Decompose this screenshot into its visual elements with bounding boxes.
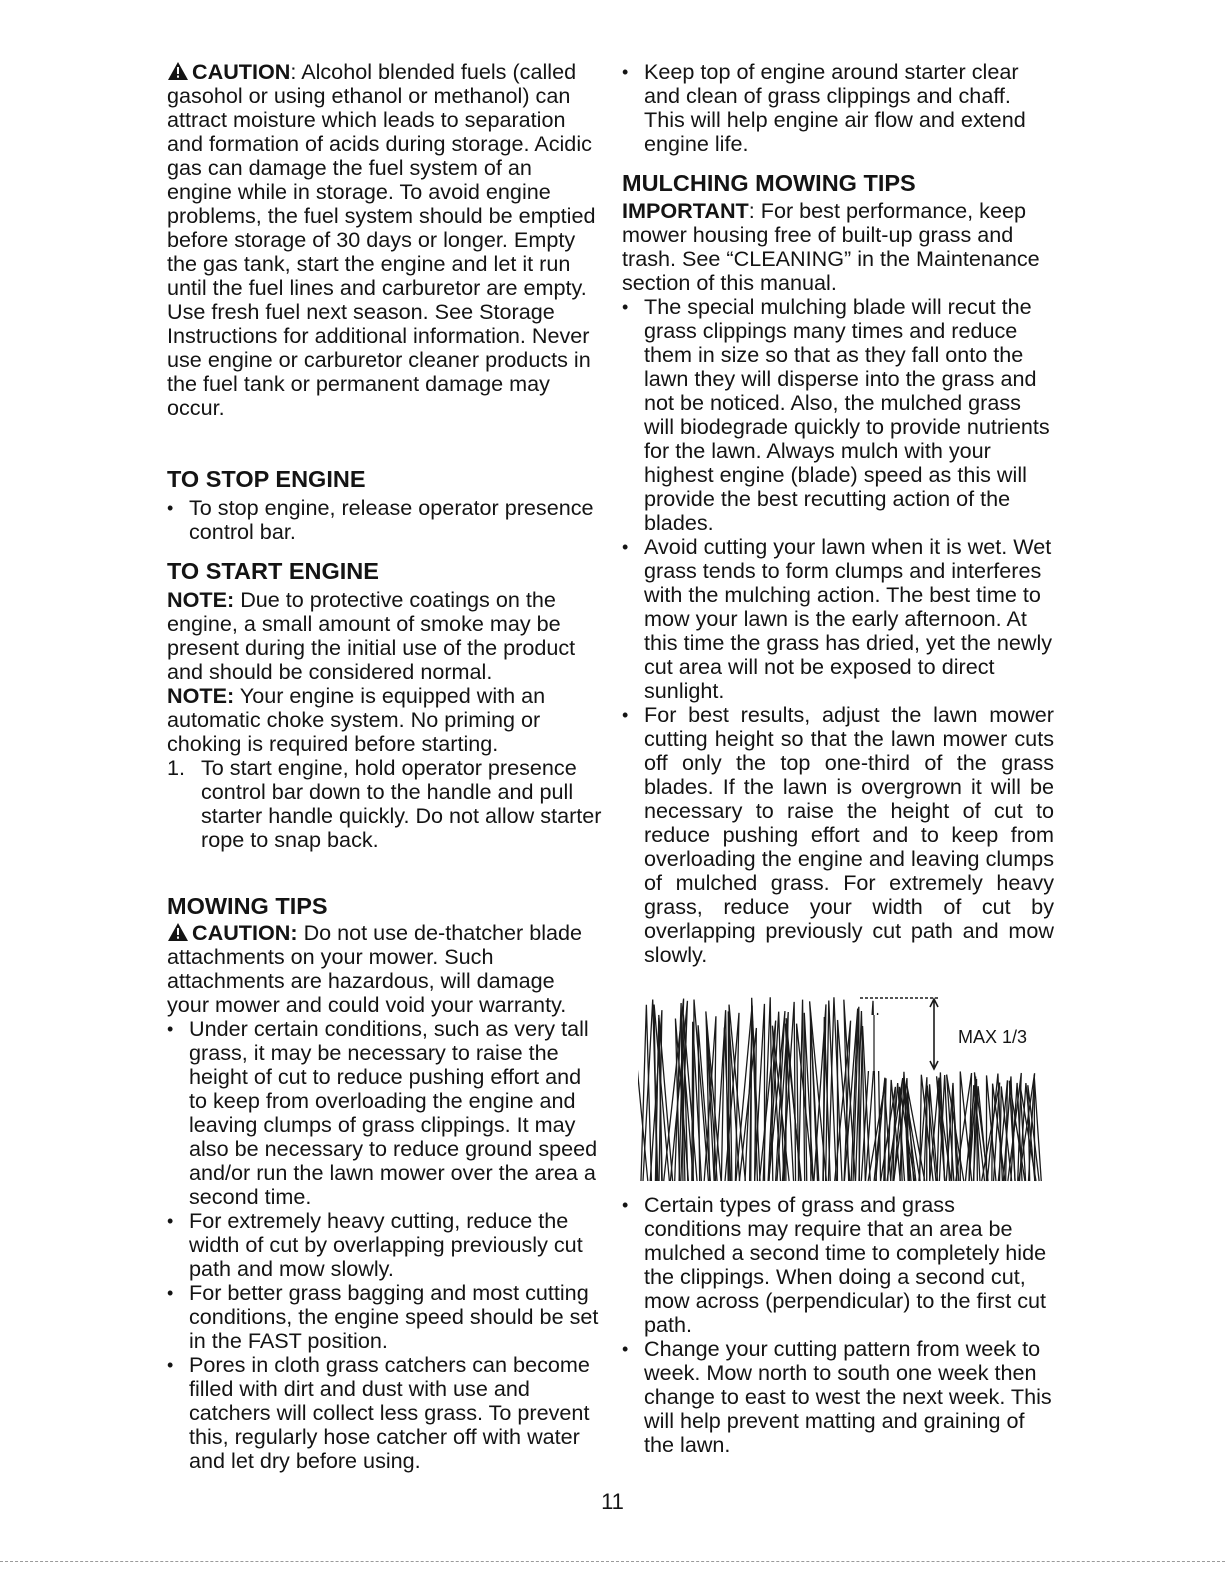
- list-item: • Certain types of grass and grass conditions may require that an area be mulched a second time to completely hide the clippings. When doing a second cut, mow across (perpendicular) to the first cut path.: [622, 1193, 1054, 1337]
- footer-divider: [0, 1561, 1225, 1562]
- note-label: NOTE:: [167, 683, 235, 708]
- important-text: For best performance, keep mower housing free of built-up grass and trash. See “CLEANING” in the Maintenance section of this manual.: [622, 198, 1040, 295]
- caution-colon: :: [290, 59, 297, 84]
- mowing-tips-list: [167, 1017, 602, 1473]
- important-paragraph: [622, 199, 1054, 295]
- caution-label: CAUTION:: [192, 920, 298, 945]
- list-item: [167, 756, 602, 852]
- list-item: • Keep top of engine around starter clear and clean of grass clippings and chaff. This will help engine air flow and extend engine life.: [622, 60, 1054, 156]
- mowing-caution-paragraph: [167, 921, 602, 1017]
- list-item: • For best results, adjust the lawn mower cutting height so that the lawn mower cuts off only the top one-third of the grass blades. If the lawn is overgrown it will be necessary to raise the height of cut to reduce pushing effort and to keep from overloading the engine and leaving clumps of mulched grass. For extremely heavy grass, reduce your width of cut by overlapping previously cut path and mow slowly.: [622, 703, 1054, 967]
- mulching-list: [622, 295, 1054, 967]
- stop-engine-list: [167, 496, 602, 544]
- mulching-heading: MULCHING MOWING TIPS: [622, 170, 916, 196]
- caution-label: CAUTION: [192, 59, 291, 84]
- caution-fuel-text: Alcohol blended fuels (called gasohol or using ethanol or methanol) can attract moisture which leads to separation and formation of acids during storage. Acidic gas can damage the fuel system of an engine while in storage. To avoid engine problems, the fuel system should be emptied before storage of 30 days or longer. Empty the gas tank, start the engine and let it run until the fuel lines and carburetor are empty. Use fresh fuel next season. See Storage Instructions for additional information. Never use engine or carburetor cleaner products in the fuel tank or permanent damage may occur.: [167, 59, 596, 420]
- start-note-1: [167, 588, 602, 684]
- cut-region-gap: [866, 1015, 926, 1071]
- list-item: • Under certain conditions, such as very tall grass, it may be necessary to raise the height of cut to reduce pushing effort and to keep from overloading the engine and leaving clumps of grass clippings. It may also be necessary to reduce ground speed and/or run the lawn mower over the area a second time.: [167, 1017, 602, 1209]
- mulching-list-continued: [622, 1193, 1054, 1457]
- right-column: [622, 60, 1054, 1457]
- warning-triangle-icon: [167, 922, 189, 942]
- engine-care-list: [622, 60, 1054, 156]
- note-text: Your engine is equipped with an automatic choke system. No priming or choking is required before starting.: [167, 683, 546, 756]
- important-colon: :: [748, 198, 755, 223]
- stop-engine-heading: TO STOP ENGINE: [167, 466, 366, 492]
- list-item: • To stop engine, release operator presence control bar.: [167, 496, 602, 544]
- left-column: [167, 60, 602, 1473]
- note-text: Due to protective coatings on the engine, a small amount of smoke may be present during the initial use of the product and should be considered normal.: [167, 587, 576, 684]
- start-engine-steps: [167, 756, 602, 852]
- list-item: • Avoid cutting your lawn when it is wet. Wet grass tends to form clumps and interferes with the mulching action. The best time to mow your lawn is the early afternoon. At this time the grass has dried, yet the newly cut area will not be exposed to direct sunlight.: [622, 535, 1054, 703]
- start-note-2: [167, 684, 602, 756]
- height-arrow-icon: [930, 999, 938, 1069]
- warning-triangle-icon: [167, 61, 189, 81]
- caution-text: Do not use de-thatcher blade attachments on your mower. Such attachments are hazardous, will damage your mower and could void your warranty.: [167, 920, 583, 1017]
- caution-fuel-paragraph: [167, 60, 602, 420]
- note-label: NOTE:: [167, 587, 235, 612]
- step-text: To start engine, hold operator presence control bar down to the handle and pull starter handle quickly. Do not allow starter rope to snap back.: [201, 755, 602, 852]
- max-cut-label: MAX 1/3: [958, 1027, 1028, 1047]
- mowing-tips-heading: MOWING TIPS: [167, 893, 328, 919]
- step-number: 1.: [167, 755, 186, 780]
- important-label: IMPORTANT: [622, 198, 749, 223]
- grass-illustration-svg: [638, 995, 1042, 1183]
- list-item: • Pores in cloth grass catchers can become filled with dirt and dust with use and catchers will collect less grass. To prevent this, regularly hose catcher off with water and let dry before using.: [167, 1353, 602, 1473]
- list-item: • For extremely heavy cutting, reduce the width of cut by overlapping previously cut path and mow slowly.: [167, 1209, 602, 1281]
- list-item: • Change your cutting pattern from week to week. Mow north to south one week then change to east to west the next week. This will help prevent matting and graining of the lawn.: [622, 1337, 1054, 1457]
- grass-height-illustration: [638, 995, 1042, 1183]
- list-item: • For better grass bagging and most cutting conditions, the engine speed should be set in the FAST position.: [167, 1281, 602, 1353]
- page-number: 11: [601, 1489, 624, 1514]
- list-item: • The special mulching blade will recut the grass clippings many times and reduce them in size so that as they fall onto the lawn they will disperse into the grass and not be noticed. Also, the mulched grass will biodegrade quickly to provide nutrients for the lawn. Always mulch with your highest engine (blade) speed as this will provide the best recutting action of the blades.: [622, 295, 1054, 535]
- start-engine-heading: TO START ENGINE: [167, 558, 379, 584]
